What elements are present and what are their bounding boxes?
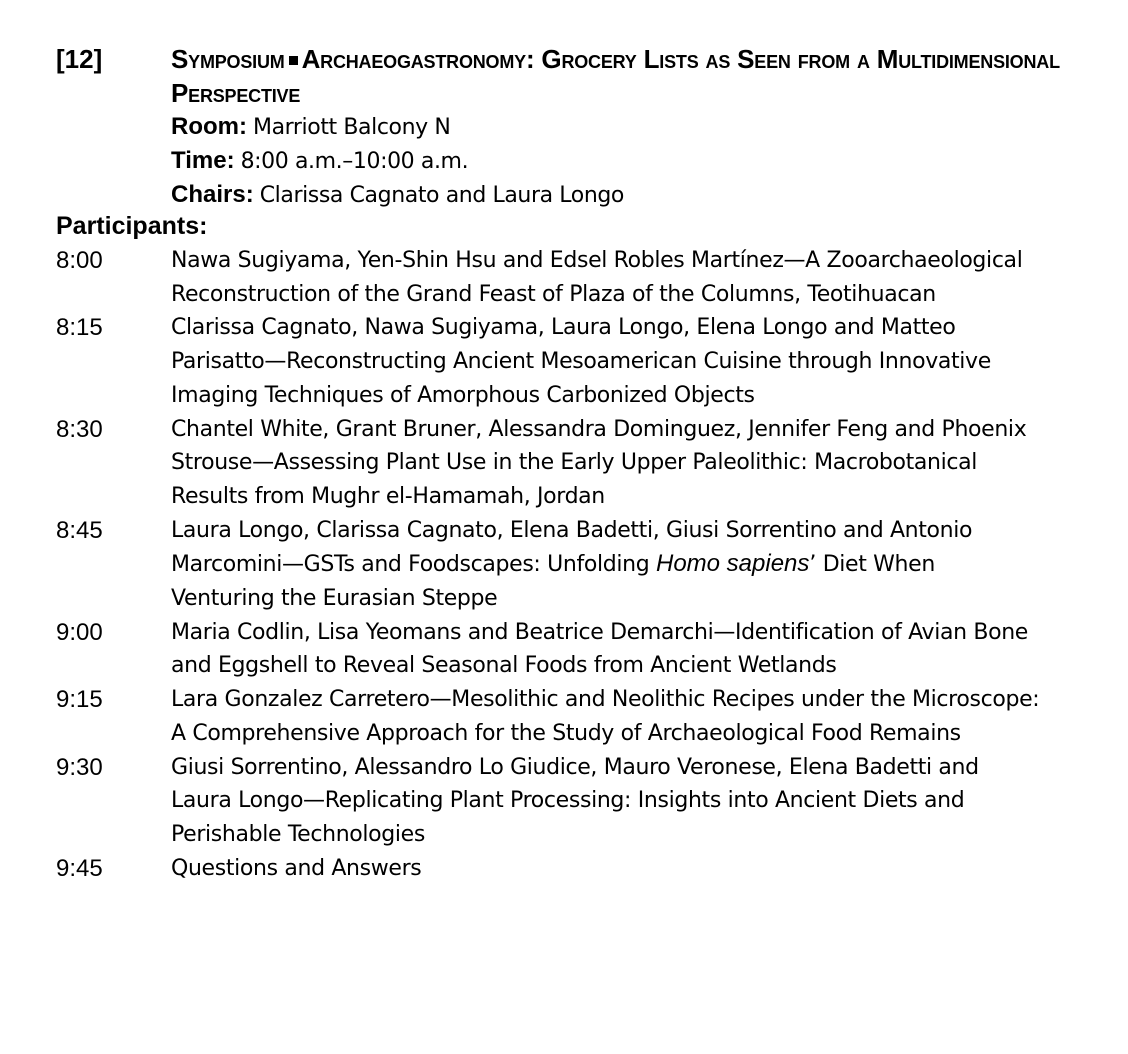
entry-text: Lara Gonzalez Carretero—Mesolithic and Neolithic Recipes under the Microscope: A Comprehensive Approach for the Study of Archaeological Food Remains	[171, 687, 1040, 746]
session-type: Symposium	[171, 44, 285, 74]
entry-time: 9:30	[56, 753, 103, 781]
chairs-label: Chairs:	[171, 181, 254, 208]
session-title-text: Archaeogastronomy: Grocery Lists as Seen from a Multidimensional Perspective	[171, 44, 1060, 108]
entry-text: Giusi Sorrentino, Alessandro Lo Giudice, Mauro Veronese, Elena Badetti and Laura Longo—Replicating Plant Processing: Insights into Ancient Diets and Perishable Technologies	[171, 754, 979, 847]
list-item	[56, 751, 1056, 852]
entry-time: 8:45	[56, 516, 103, 544]
entry-text-italic: Homo sapiens	[655, 550, 810, 578]
room-label: Room:	[171, 113, 247, 140]
participant-list	[56, 244, 1056, 885]
list-item	[56, 514, 1056, 616]
time-value: 8:00 a.m.–10:00 a.m.	[240, 149, 469, 174]
entry-time: 9:15	[56, 686, 103, 714]
chairs-line	[171, 178, 1071, 212]
entry-text-after: ’ Diet When Venturing the Eurasian Steppe	[171, 552, 935, 612]
time-line	[171, 144, 1071, 178]
entry-time: 9:45	[56, 854, 103, 882]
entry-text: Chantel White, Grant Bruner, Alessandra Dominguez, Jennifer Feng and Phoenix Strouse—Assessing Plant Use in the Early Upper Paleolithic: Macrobotanical Results from Mughr el-Hamamah, Jordan	[171, 416, 1027, 509]
session-title	[171, 42, 1071, 110]
list-item	[56, 616, 1056, 683]
time-label: Time:	[171, 147, 235, 174]
entry-time: 8:00	[56, 247, 103, 274]
entry-text: Nawa Sugiyama, Yen-Shin Hsu and Edsel Robles Martínez—A Zooarchaeological Reconstruction of the Grand Feast of Plaza of the Columns, Teotihuacan	[171, 248, 1023, 307]
chairs-value: Clarissa Cagnato and Laura Longo	[259, 183, 624, 208]
entry-text	[171, 514, 1041, 616]
entry-text: Maria Codlin, Lisa Yeomans and Beatrice Demarchi—Identification of Avian Bone and Eggshell to Reveal Seasonal Foods from Ancient Wetlands	[171, 619, 1028, 679]
list-item	[56, 683, 1056, 750]
entry-time: 8:15	[56, 314, 103, 342]
list-item	[56, 244, 1056, 311]
room-value: Marriott Balcony N	[252, 115, 451, 140]
room-line	[171, 110, 1071, 144]
list-item	[56, 311, 1056, 412]
session-number: [12]	[56, 44, 103, 74]
list-item	[56, 852, 1056, 886]
participants-heading: Participants:	[56, 212, 208, 240]
entry-time: 9:00	[56, 618, 103, 646]
entry-text: Questions and Answers	[171, 855, 422, 881]
entry-text-before: Laura Longo, Clarissa Cagnato, Elena Badetti, Giusi Sorrentino and Antonio Marcomini—GSTs and Foodscapes: Unfolding	[171, 517, 973, 578]
list-item	[56, 413, 1056, 514]
separator-square-icon	[289, 56, 298, 65]
entry-text: Clarissa Cagnato, Nawa Sugiyama, Laura Longo, Elena Longo and Matteo Parisatto—Reconstructing Ancient Mesoamerican Cuisine through Innovative Imaging Techniques of Amorphous Carbonized Objects	[171, 315, 991, 408]
entry-time: 8:30	[56, 415, 103, 443]
session-header	[171, 42, 1071, 212]
